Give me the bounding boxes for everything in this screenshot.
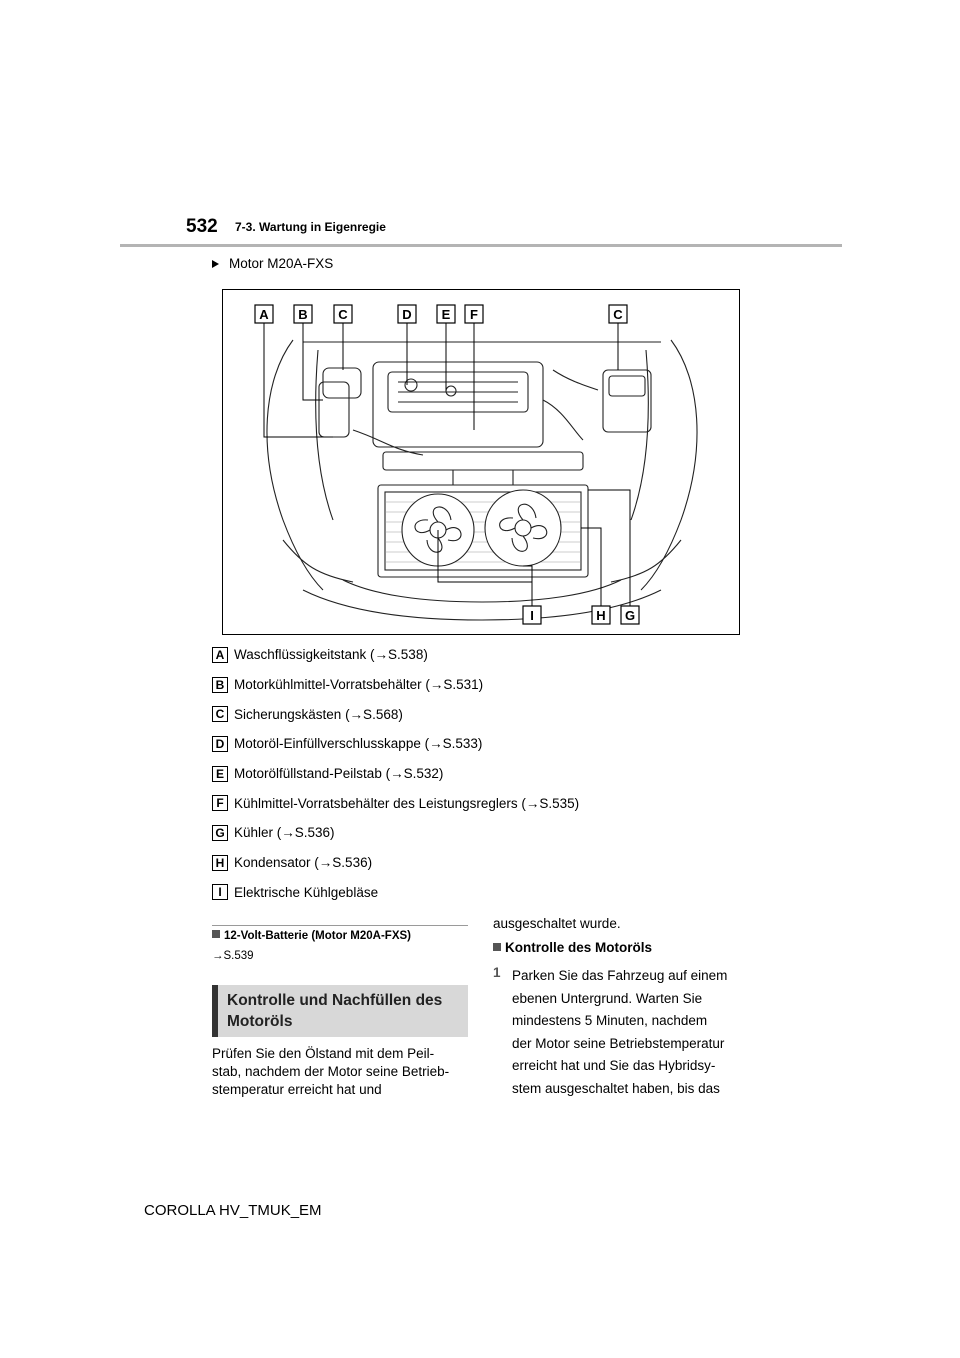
legend-key: E	[212, 766, 228, 782]
svg-text:B: B	[298, 307, 308, 322]
legend-item-g	[212, 818, 772, 848]
callout-h	[592, 606, 610, 624]
battery-heading	[212, 930, 411, 942]
step-line: mindestens 5 Minuten, nachdem	[512, 1013, 708, 1028]
svg-text:A: A	[259, 307, 269, 322]
legend-item-d	[212, 729, 772, 759]
svg-text:H: H	[596, 608, 606, 623]
footer-model-code: COROLLA HV_TMUK_EM	[144, 1202, 322, 1219]
callout-a	[255, 305, 273, 323]
legend-item-a	[212, 640, 772, 670]
legend-key: F	[212, 795, 228, 811]
section-title: 7-3. Wartung in Eigenregie	[235, 220, 386, 234]
callout-b	[294, 305, 312, 323]
svg-text:I: I	[530, 608, 534, 623]
step-number: 1	[493, 965, 501, 980]
callout-e	[437, 305, 455, 323]
section-heading-line2: Motoröls	[227, 1013, 293, 1030]
callout-g	[621, 606, 639, 624]
legend-text: Kondensator (→S.536)	[234, 855, 373, 871]
section-heading-box	[212, 985, 468, 1037]
square-bullet-icon	[493, 943, 501, 951]
intro-paragraph	[212, 1045, 472, 1099]
section-heading-line1: Kontrolle und Nachfüllen des	[227, 992, 443, 1009]
step-line: stem ausgeschaltet haben, bis das	[512, 1080, 720, 1096]
legend-text: Elektrische Kühlgebläse	[234, 884, 379, 900]
legend-key: G	[212, 825, 228, 841]
legend-item-c	[212, 699, 772, 729]
battery-reference: →S.539	[212, 950, 254, 962]
svg-text:F: F	[470, 307, 478, 322]
legend-item-h	[212, 848, 772, 878]
legend-key: H	[212, 855, 228, 871]
variant-heading	[212, 256, 333, 271]
paragraph-line: Prüfen Sie den Ölstand mit dem Peil-	[212, 1046, 435, 1061]
legend-text: Motorkühlmittel-Vorratsbehälter (→S.531)	[234, 677, 484, 693]
triangle-bullet-icon	[212, 260, 219, 268]
svg-text:G: G	[624, 608, 636, 623]
legend-key: I	[212, 884, 228, 900]
variant-label: Motor M20A-FXS	[229, 256, 334, 271]
square-bullet-icon	[212, 930, 220, 938]
continued-text: ausgeschaltet wurde.	[493, 916, 621, 931]
legend-item-f	[212, 788, 772, 818]
legend-item-i	[212, 878, 772, 908]
legend-text: Kühler (→S.536)	[234, 825, 335, 841]
paragraph-line: stab, nachdem der Motor seine Betrieb-	[212, 1064, 450, 1079]
svg-text:E: E	[441, 307, 451, 322]
callout-c-right	[609, 305, 627, 323]
battery-title: 12-Volt-Batterie (Motor M20A-FXS)	[224, 930, 411, 942]
svg-text:C: C	[613, 307, 623, 322]
callout-f	[465, 305, 483, 323]
step-line: Parken Sie das Fahrzeug auf einem	[512, 968, 728, 983]
legend-key: C	[212, 706, 228, 722]
legend-key: A	[212, 647, 228, 663]
legend-item-e	[212, 759, 772, 789]
callout-d	[398, 305, 416, 323]
callout-c-left	[334, 305, 352, 323]
step-line: der Motor seine Betriebstemperatur	[512, 1035, 725, 1051]
engine-bay-figure	[222, 289, 740, 635]
svg-text:C: C	[338, 307, 348, 322]
legend-key: D	[212, 736, 228, 752]
oil-check-heading	[493, 940, 652, 955]
legend-text: Motoröl-Einfüllverschlusskappe (→S.533)	[234, 736, 483, 752]
page-number: 532	[186, 216, 218, 237]
legend-key: B	[212, 677, 228, 693]
battery-divider	[212, 925, 468, 926]
step-line: erreicht hat und Sie das Hybridsy-	[512, 1058, 716, 1073]
legend-text: Sicherungskästen (→S.568)	[234, 706, 403, 722]
callout-i	[523, 606, 541, 624]
legend-list	[212, 640, 772, 907]
section-heading-text	[218, 990, 442, 1032]
header-divider	[120, 244, 842, 247]
paragraph-line: stemperatur erreicht hat und	[212, 1082, 382, 1097]
legend-text: Motorölfüllstand-Peilstab (→S.532)	[234, 766, 444, 782]
legend-item-b	[212, 670, 772, 700]
svg-text:D: D	[402, 307, 412, 322]
legend-text: Waschflüssigkeitstank (→S.538)	[234, 647, 428, 663]
step-line: ebenen Untergrund. Warten Sie	[512, 990, 703, 1006]
oil-check-title: Kontrolle des Motoröls	[505, 940, 653, 955]
step-text	[512, 965, 727, 1100]
legend-text: Kühlmittel-Vorratsbehälter des Leistungsreglers (→S.535)	[234, 795, 580, 811]
engine-bay-illustration	[223, 290, 740, 635]
